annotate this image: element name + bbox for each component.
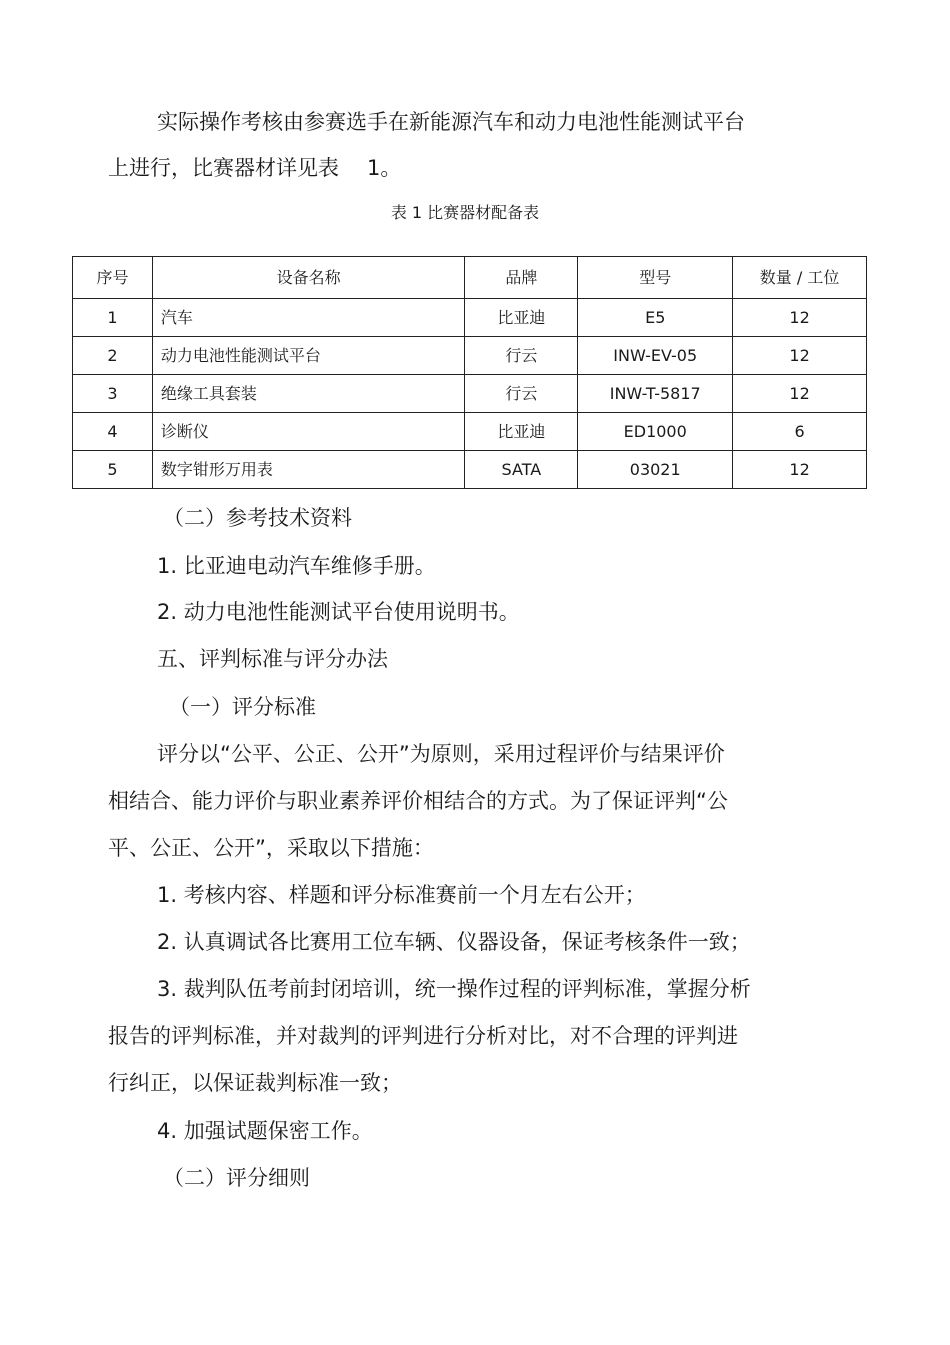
para-line-2: 相结合、能力评价与职业素养评价相结合的方式。为了保证评判“公	[108, 789, 728, 813]
table-row	[73, 451, 867, 489]
subsection-scoring-details: （二）评分细则	[163, 1166, 310, 1190]
cell-model: INW-T-5817	[578, 375, 733, 413]
cell-quantity: 6	[733, 413, 867, 451]
cell-quantity: 12	[733, 299, 867, 337]
cell-brand: 比亚迪	[465, 413, 578, 451]
ref-item-1: 1. 比亚迪电动汽车维修手册。	[157, 554, 436, 578]
header-brand: 品牌	[465, 257, 578, 299]
measure-2: 2. 认真调试各比赛用工位车辆、仪器设备，保证考核条件一致；	[157, 930, 751, 954]
cell-quantity: 12	[733, 375, 867, 413]
cell-index: 5	[73, 451, 153, 489]
table-caption: 表 1 比赛器材配备表	[390, 203, 540, 222]
measure-3-line-3: 行纠正，以保证裁判标准一致；	[108, 1071, 402, 1095]
cell-equipment-name: 数字钳形万用表	[152, 451, 465, 489]
table-row	[73, 337, 867, 375]
equipment-table	[72, 256, 867, 489]
cell-index: 4	[73, 413, 153, 451]
cell-index: 3	[73, 375, 153, 413]
header-model: 型号	[578, 257, 733, 299]
table-reference: 1。	[367, 156, 402, 180]
cell-equipment-name: 绝缘工具套装	[152, 375, 465, 413]
table-header-row	[73, 257, 867, 299]
intro-line-1: 实际操作考核由参赛选手在新能源汽车和动力电池性能测试平台	[157, 110, 745, 134]
section-ref-heading: （二）参考技术资料	[163, 506, 352, 530]
ref-item-2: 2. 动力电池性能测试平台使用说明书。	[157, 600, 520, 624]
cell-equipment-name: 汽车	[152, 299, 465, 337]
measure-3-line-1: 3. 裁判队伍考前封闭培训，统一操作过程的评判标准，掌握分析	[157, 977, 751, 1001]
cell-brand: SATA	[465, 451, 578, 489]
header-quantity: 数量 / 工位	[733, 257, 867, 299]
section-five-heading: 五、评判标准与评分办法	[157, 647, 388, 671]
measure-1: 1. 考核内容、样题和评分标准赛前一个月左右公开；	[157, 883, 646, 907]
intro-line-2-text: 上进行，比赛器材详见表	[108, 156, 339, 180]
table-row	[73, 413, 867, 451]
cell-model: ED1000	[578, 413, 733, 451]
cell-brand: 比亚迪	[465, 299, 578, 337]
subsection-scoring-standard: （一）评分标准	[169, 695, 316, 719]
measure-3-line-2: 报告的评判标准，并对裁判的评判进行分析对比，对不合理的评判进	[108, 1024, 738, 1048]
para-line-3: 平、公正、公开”，采取以下措施：	[108, 836, 434, 860]
cell-model: INW-EV-05	[578, 337, 733, 375]
cell-equipment-name: 诊断仪	[152, 413, 465, 451]
table-row	[73, 375, 867, 413]
cell-index: 2	[73, 337, 153, 375]
cell-model: E5	[578, 299, 733, 337]
measure-4: 4. 加强试题保密工作。	[157, 1119, 373, 1143]
cell-quantity: 12	[733, 337, 867, 375]
header-index: 序号	[73, 257, 153, 299]
para-line-1: 评分以“公平、公正、公开”为原则，采用过程评价与结果评价	[157, 742, 725, 766]
intro-line-2	[108, 154, 401, 182]
cell-equipment-name: 动力电池性能测试平台	[152, 337, 465, 375]
cell-model: 03021	[578, 451, 733, 489]
cell-brand: 行云	[465, 337, 578, 375]
cell-quantity: 12	[733, 451, 867, 489]
table-row	[73, 299, 867, 337]
cell-brand: 行云	[465, 375, 578, 413]
cell-index: 1	[73, 299, 153, 337]
header-equipment-name: 设备名称	[152, 257, 465, 299]
